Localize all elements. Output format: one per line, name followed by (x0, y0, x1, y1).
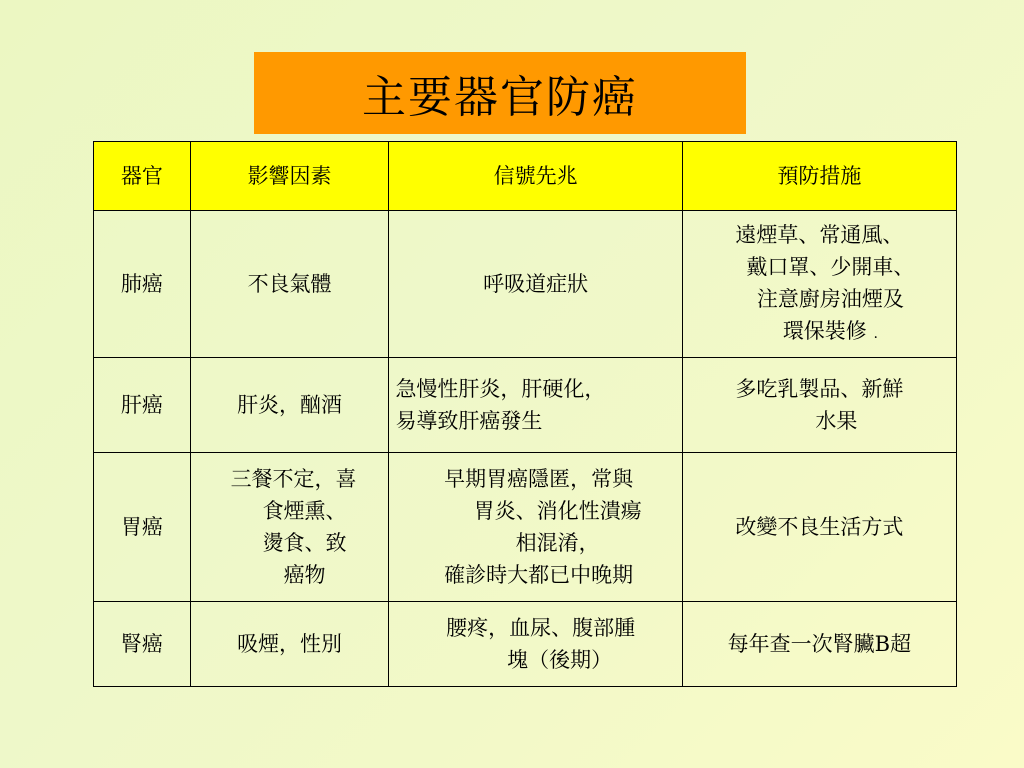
factor-line: 不良氣體 (247, 272, 332, 296)
prevention-line: 多吃乳製品、新鮮 (735, 377, 904, 401)
header-signal: 信號先兆 (389, 142, 682, 211)
table-row (94, 602, 957, 687)
factor-line: 食煙熏、 (262, 499, 347, 523)
signal-cell (389, 453, 682, 602)
prevention-line: 水果 (815, 409, 858, 433)
prevention-line-last (689, 315, 950, 350)
signal-line: 塊（後期） (507, 648, 613, 672)
factor-line: 吸煙，性別 (237, 632, 343, 656)
prevention-cell (682, 602, 956, 687)
signal-line: 急慢性肝炎，肝硬化， (395, 377, 606, 401)
factor-cell (190, 453, 389, 602)
table-row (94, 453, 957, 602)
factor-cell (190, 358, 389, 453)
prevention-line: 注意廚房油煙及 (756, 286, 904, 311)
prevention-cell (682, 358, 956, 453)
prevention-cell (682, 211, 956, 358)
organ-cell: 肝癌 (94, 358, 191, 453)
prevention-line: 每年查一次腎臟B超 (727, 632, 912, 656)
header-prevention: 預防措施 (682, 142, 956, 211)
prevention-cell (682, 453, 956, 602)
signal-cell (389, 211, 682, 358)
signal-line: 相混淆， (515, 531, 600, 555)
signal-cell (389, 358, 682, 453)
organ-cancer-prevention-table (93, 141, 957, 687)
signal-line: 腰疼，血尿、腹部腫 (446, 616, 636, 640)
signal-line: 胃炎、消化性潰瘍 (473, 499, 642, 523)
factor-line: 癌物 (283, 563, 326, 587)
signal-line: 呼吸道症狀 (483, 272, 589, 296)
prevention-tail: . (873, 325, 878, 342)
signal-line: 確診時大都已中晚期 (444, 563, 634, 587)
organ-cell: 胃癌 (94, 453, 191, 602)
header-factor: 影響因素 (190, 142, 389, 211)
factor-cell (190, 211, 389, 358)
organ-cell: 肺癌 (94, 211, 191, 358)
factor-cell (190, 602, 389, 687)
table-row (94, 211, 957, 358)
prevention-line: 遠煙草、常通風、 (735, 222, 904, 247)
signal-cell (389, 602, 682, 687)
slide-title: 主要器官防癌 (254, 52, 746, 134)
factor-line: 肝炎，酗酒 (237, 393, 343, 417)
signal-line: 早期胃癌隱匿，常與 (444, 467, 634, 491)
prevention-line-text: 環保裝修 (782, 318, 867, 343)
prevention-line: 戴口罩、少開車、 (746, 254, 915, 279)
table-header-row (94, 142, 957, 211)
table-row (94, 358, 957, 453)
factor-line: 燙食、致 (262, 531, 347, 555)
signal-line: 易導致肝癌發生 (395, 409, 543, 433)
prevention-line: 改變不良生活方式 (735, 515, 904, 539)
factor-line: 三餐不定，喜 (230, 467, 357, 491)
organ-cell: 腎癌 (94, 602, 191, 687)
header-organ: 器官 (94, 142, 191, 211)
